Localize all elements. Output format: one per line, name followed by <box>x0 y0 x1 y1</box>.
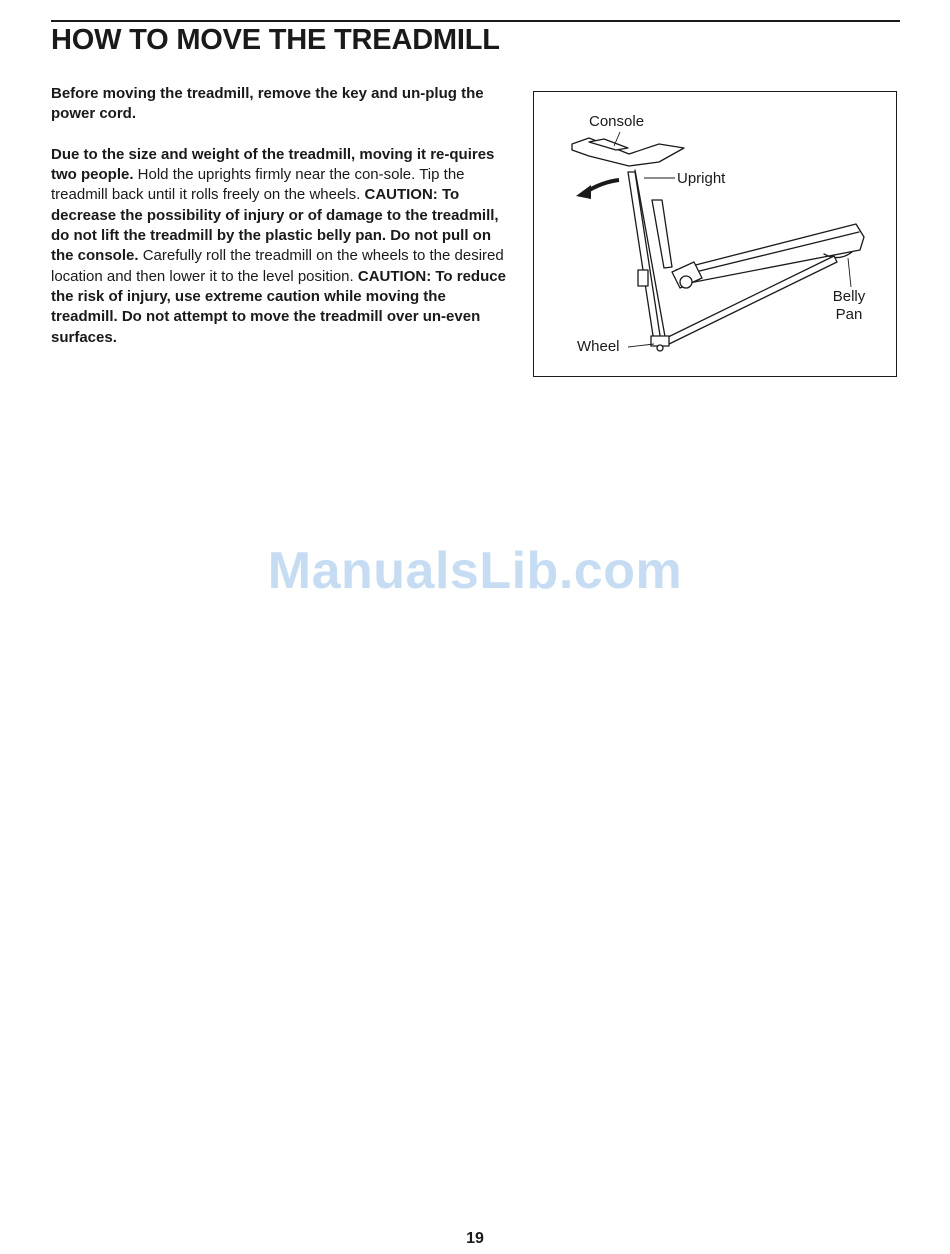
p2-bold-c: CAUTION: To reduce the risk of injury, use extreme caution while moving the treadmill. Do not attempt to move the treadmill over un-even surfaces. <box>51 267 506 346</box>
front-roller <box>680 276 692 288</box>
paragraph-2 <box>51 145 506 348</box>
treadmill-figure <box>533 91 897 377</box>
top-rule <box>51 20 900 22</box>
p2-bold-b: CAUTION: To decrease the possibility of injury or of damage to the treadmill, do not lift the treadmill by the plastic belly pan. Do not pull on the console. <box>51 186 499 265</box>
label-console: Console <box>589 113 645 130</box>
p2-normal-b: Carefully roll the treadmill on the wheels to the desired location and then lower it to the level position. <box>51 247 504 285</box>
label-wheel: Wheel <box>577 338 620 355</box>
page-number: 19 <box>466 1230 484 1247</box>
p2-bold-a: Due to the size and weight of the treadmill, moving it re-quires two people. <box>51 145 495 184</box>
incline-tube <box>652 200 672 268</box>
treadmill-illustration <box>534 92 898 378</box>
p1-bold: Before moving the treadmill, remove the key and un-plug the power cord. <box>51 85 484 123</box>
wheel <box>657 345 663 351</box>
instructions <box>51 84 506 368</box>
upright-left <box>628 172 661 342</box>
watermark: ManualsLib.com <box>267 542 683 600</box>
label-belly-pan <box>824 288 874 324</box>
arrow-head <box>576 185 591 199</box>
side-bracket <box>638 270 648 286</box>
leader-belly <box>848 258 851 287</box>
label-belly-line1: Belly <box>832 288 866 305</box>
page-title: HOW TO MOVE THE TREADMILL <box>51 24 500 56</box>
p2-normal-a: Hold the uprights firmly near the con-sole. Tip the treadmill back until it rolls freely on the wheels. <box>51 166 465 204</box>
label-upright: Upright <box>677 170 726 187</box>
paragraph-1 <box>51 84 506 125</box>
label-belly-line2: Pan <box>835 306 863 323</box>
leader-wheel <box>628 344 654 347</box>
